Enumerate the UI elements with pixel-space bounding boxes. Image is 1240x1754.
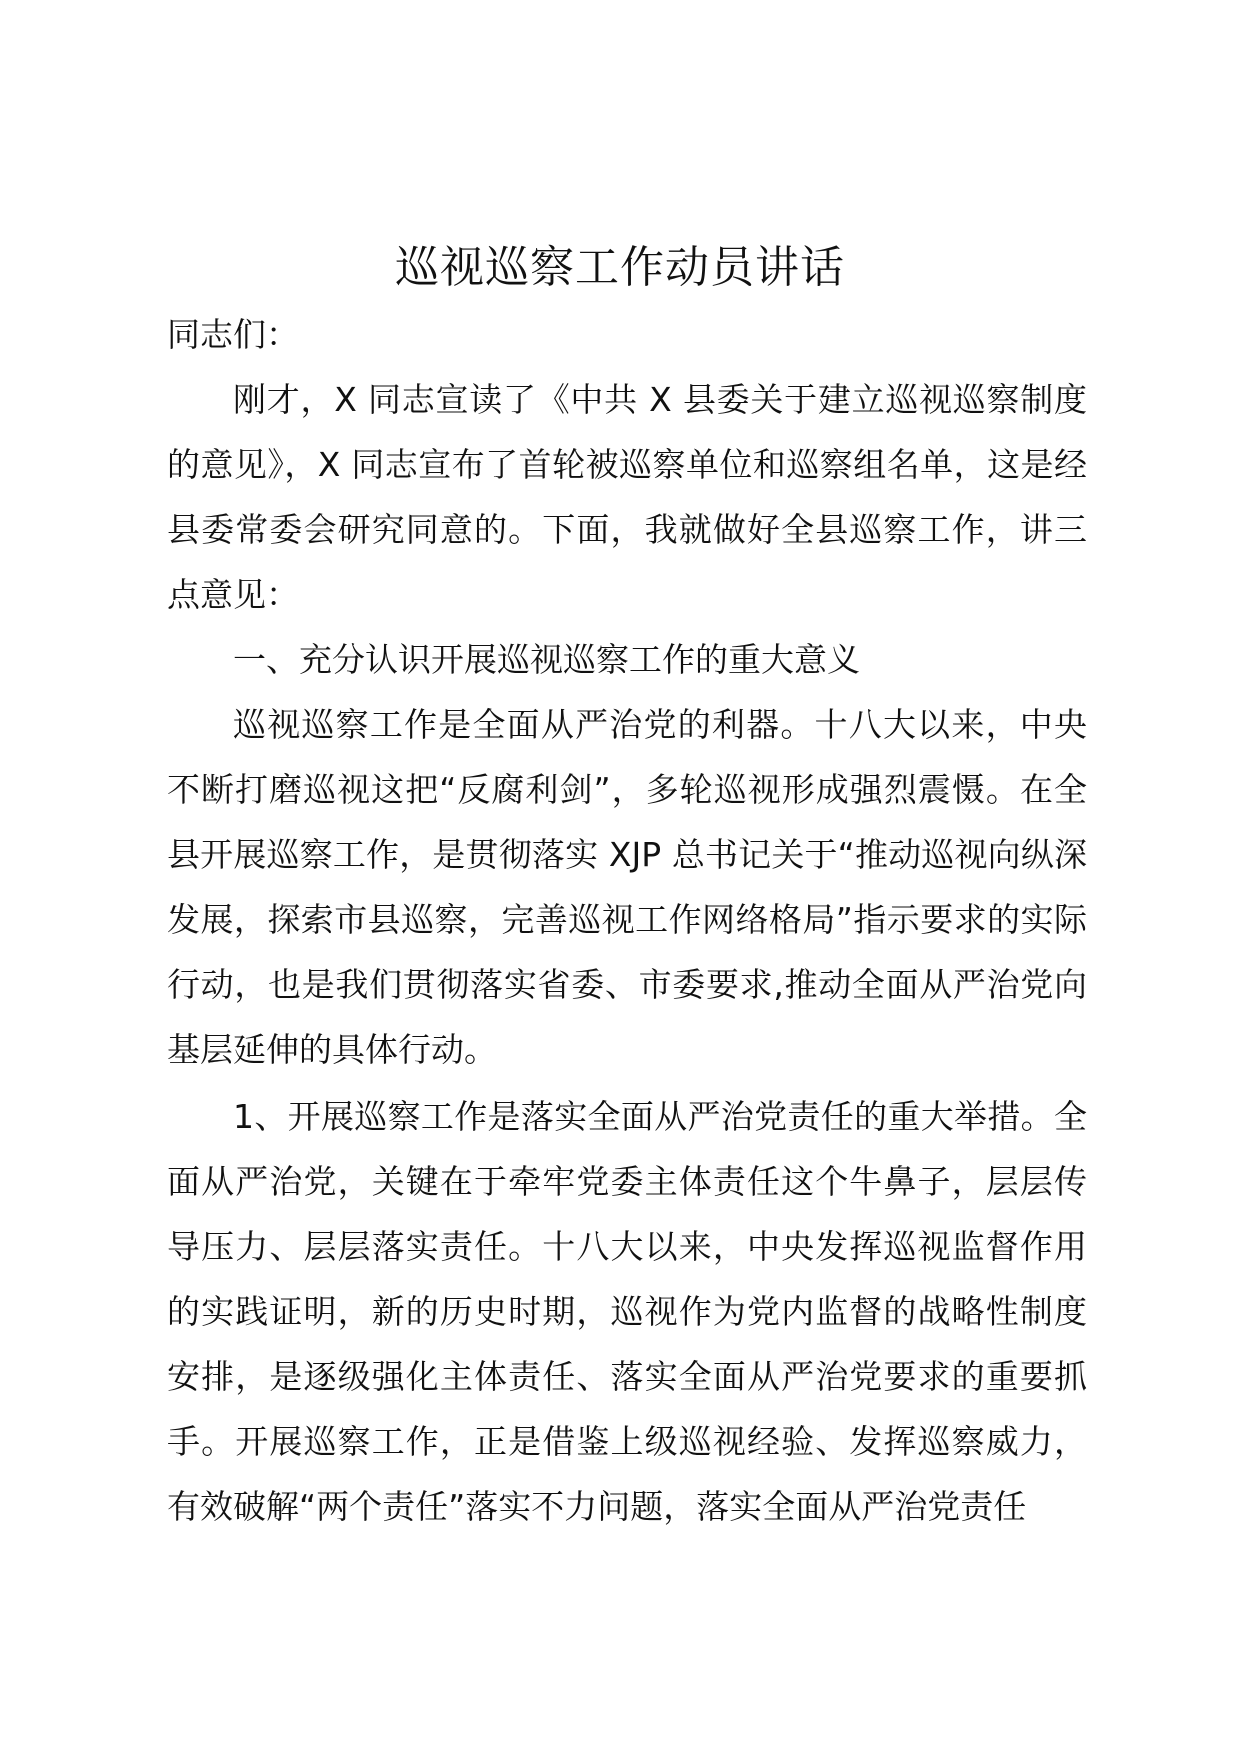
paragraph-significance: 巡视巡察工作是全面从严治党的利器。十八大以来，中央不断打磨巡视这把“反腐利剑”，多轮巡视形成强烈震慑。在全县开展巡察工作，是贯彻落实 XJP 总书记关于“推动巡视向纵深发展，探索市县巡察，完善巡视工作网络格局”指示要求的实际行动，也是我们贯彻落实省委、市委要求,推动全面从严治党向基层延伸的具体行动。 (167, 705, 1087, 1069)
document-title: 巡视巡察工作动员讲话 (395, 242, 845, 293)
section-heading-1: 一、充分认识开展巡视巡察工作的重大意义 (233, 640, 860, 679)
salutation: 同志们： (167, 315, 299, 354)
paragraph-intro: 刚才，X 同志宣读了《中共 X 县委关于建立巡视巡察制度的意见》，X 同志宣布了首轮被巡察单位和巡察组名单，这是经县委常委会研究同意的。下面，我就做好全县巡察工作，讲三点意见： (167, 380, 1087, 614)
paragraph-point-1: 1、开展巡察工作是落实全面从严治党责任的重大举措。全面从严治党，关键在于牵牢党委主体责任这个牛鼻子，层层传导压力、层层落实责任。十八大以来，中央发挥巡视监督作用的实践证明，新的历史时期，巡视作为党内监督的战略性制度安排，是逐级强化主体责任、落实全面从严治党要求的重要抓手。开展巡察工作，正是借鉴上级巡视经验、发挥巡察威力，有效破解“两个责任”落实不力问题，落实全面从严治党责任 (167, 1097, 1087, 1526)
document-body (167, 302, 1087, 1539)
